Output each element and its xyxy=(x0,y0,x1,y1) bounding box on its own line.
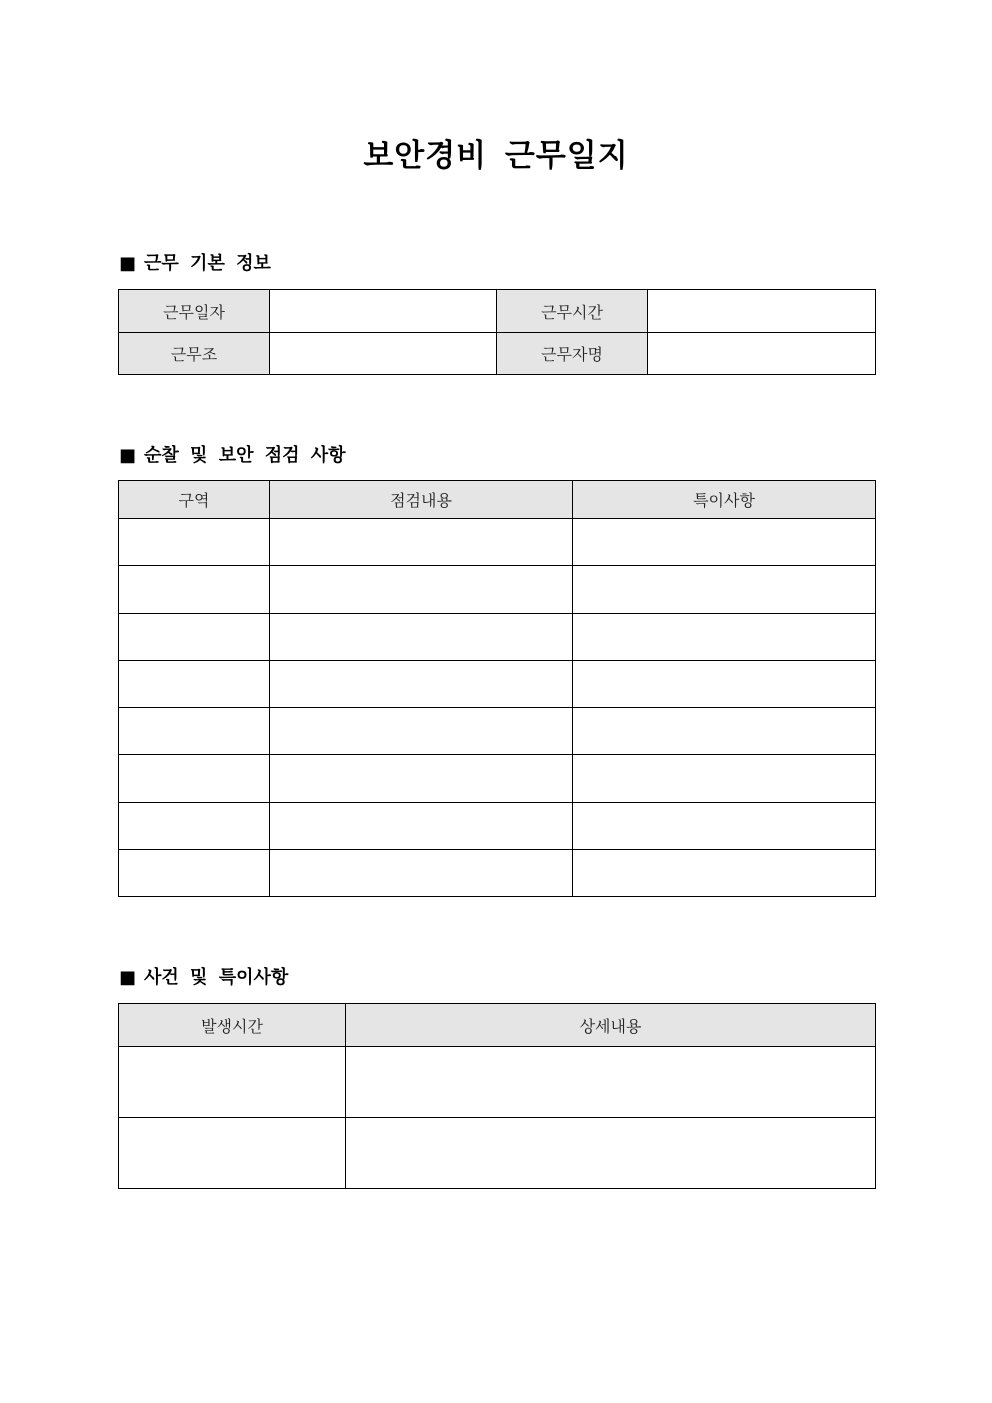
table-row xyxy=(119,755,876,803)
section-heading-label: 사건 및 특이사항 xyxy=(144,967,289,988)
table-row xyxy=(119,1118,876,1189)
document-title: 보안경비 근무일지 xyxy=(363,138,629,174)
check-content-cell[interactable] xyxy=(270,566,573,614)
remarks-cell[interactable] xyxy=(573,755,876,803)
remarks-cell[interactable] xyxy=(573,850,876,897)
table-row xyxy=(119,850,876,897)
zone-cell[interactable] xyxy=(119,566,270,614)
remarks-cell[interactable] xyxy=(573,519,876,566)
table-header-row xyxy=(119,1004,876,1047)
table-header-row xyxy=(119,481,876,519)
table-row xyxy=(119,519,876,566)
worker-name-label: 근무자명 xyxy=(497,333,648,375)
zone-cell[interactable] xyxy=(119,755,270,803)
section-heading-label: 순찰 및 보안 점검 사항 xyxy=(144,445,346,466)
work-time-field[interactable] xyxy=(648,290,876,333)
remarks-cell[interactable] xyxy=(573,661,876,708)
section-heading-patrol xyxy=(119,443,346,469)
incident-table xyxy=(118,1003,876,1189)
zone-cell[interactable] xyxy=(119,708,270,755)
remarks-cell[interactable] xyxy=(573,803,876,850)
section-heading-incidents xyxy=(119,965,288,991)
remarks-cell[interactable] xyxy=(573,614,876,661)
work-date-field[interactable] xyxy=(270,290,497,333)
check-content-cell[interactable] xyxy=(270,661,573,708)
details-cell[interactable] xyxy=(346,1047,876,1118)
table-row xyxy=(119,661,876,708)
work-time-label: 근무시간 xyxy=(497,290,648,333)
remarks-cell[interactable] xyxy=(573,566,876,614)
zone-cell[interactable] xyxy=(119,850,270,897)
table-row xyxy=(119,1047,876,1118)
check-content-cell[interactable] xyxy=(270,755,573,803)
worker-name-field[interactable] xyxy=(648,333,876,375)
zone-cell[interactable] xyxy=(119,614,270,661)
zone-cell[interactable] xyxy=(119,519,270,566)
zone-cell[interactable] xyxy=(119,661,270,708)
check-content-cell[interactable] xyxy=(270,850,573,897)
details-cell[interactable] xyxy=(346,1118,876,1189)
check-content-cell[interactable] xyxy=(270,708,573,755)
basic-info-table xyxy=(118,289,876,375)
work-date-label: 근무일자 xyxy=(119,290,270,333)
patrol-check-table xyxy=(118,480,876,897)
table-row xyxy=(119,803,876,850)
column-header-remarks: 특이사항 xyxy=(573,481,876,519)
zone-cell[interactable] xyxy=(119,803,270,850)
column-header-zone: 구역 xyxy=(119,481,270,519)
square-bullet-icon: ■ xyxy=(119,967,137,988)
table-row xyxy=(119,614,876,661)
table-row xyxy=(119,566,876,614)
column-header-details: 상세내용 xyxy=(346,1004,876,1047)
section-heading-label: 근무 기본 정보 xyxy=(144,253,271,274)
square-bullet-icon: ■ xyxy=(119,445,137,466)
table-row xyxy=(119,333,876,375)
table-row xyxy=(119,708,876,755)
section-heading-basic-info xyxy=(119,251,271,277)
check-content-cell[interactable] xyxy=(270,519,573,566)
column-header-check-content: 점검내용 xyxy=(270,481,573,519)
check-content-cell[interactable] xyxy=(270,614,573,661)
check-content-cell[interactable] xyxy=(270,803,573,850)
shift-label: 근무조 xyxy=(119,333,270,375)
column-header-occurrence-time: 발생시간 xyxy=(119,1004,346,1047)
remarks-cell[interactable] xyxy=(573,708,876,755)
shift-field[interactable] xyxy=(270,333,497,375)
table-row xyxy=(119,290,876,333)
square-bullet-icon: ■ xyxy=(119,253,137,274)
occurrence-time-cell[interactable] xyxy=(119,1118,346,1189)
occurrence-time-cell[interactable] xyxy=(119,1047,346,1118)
